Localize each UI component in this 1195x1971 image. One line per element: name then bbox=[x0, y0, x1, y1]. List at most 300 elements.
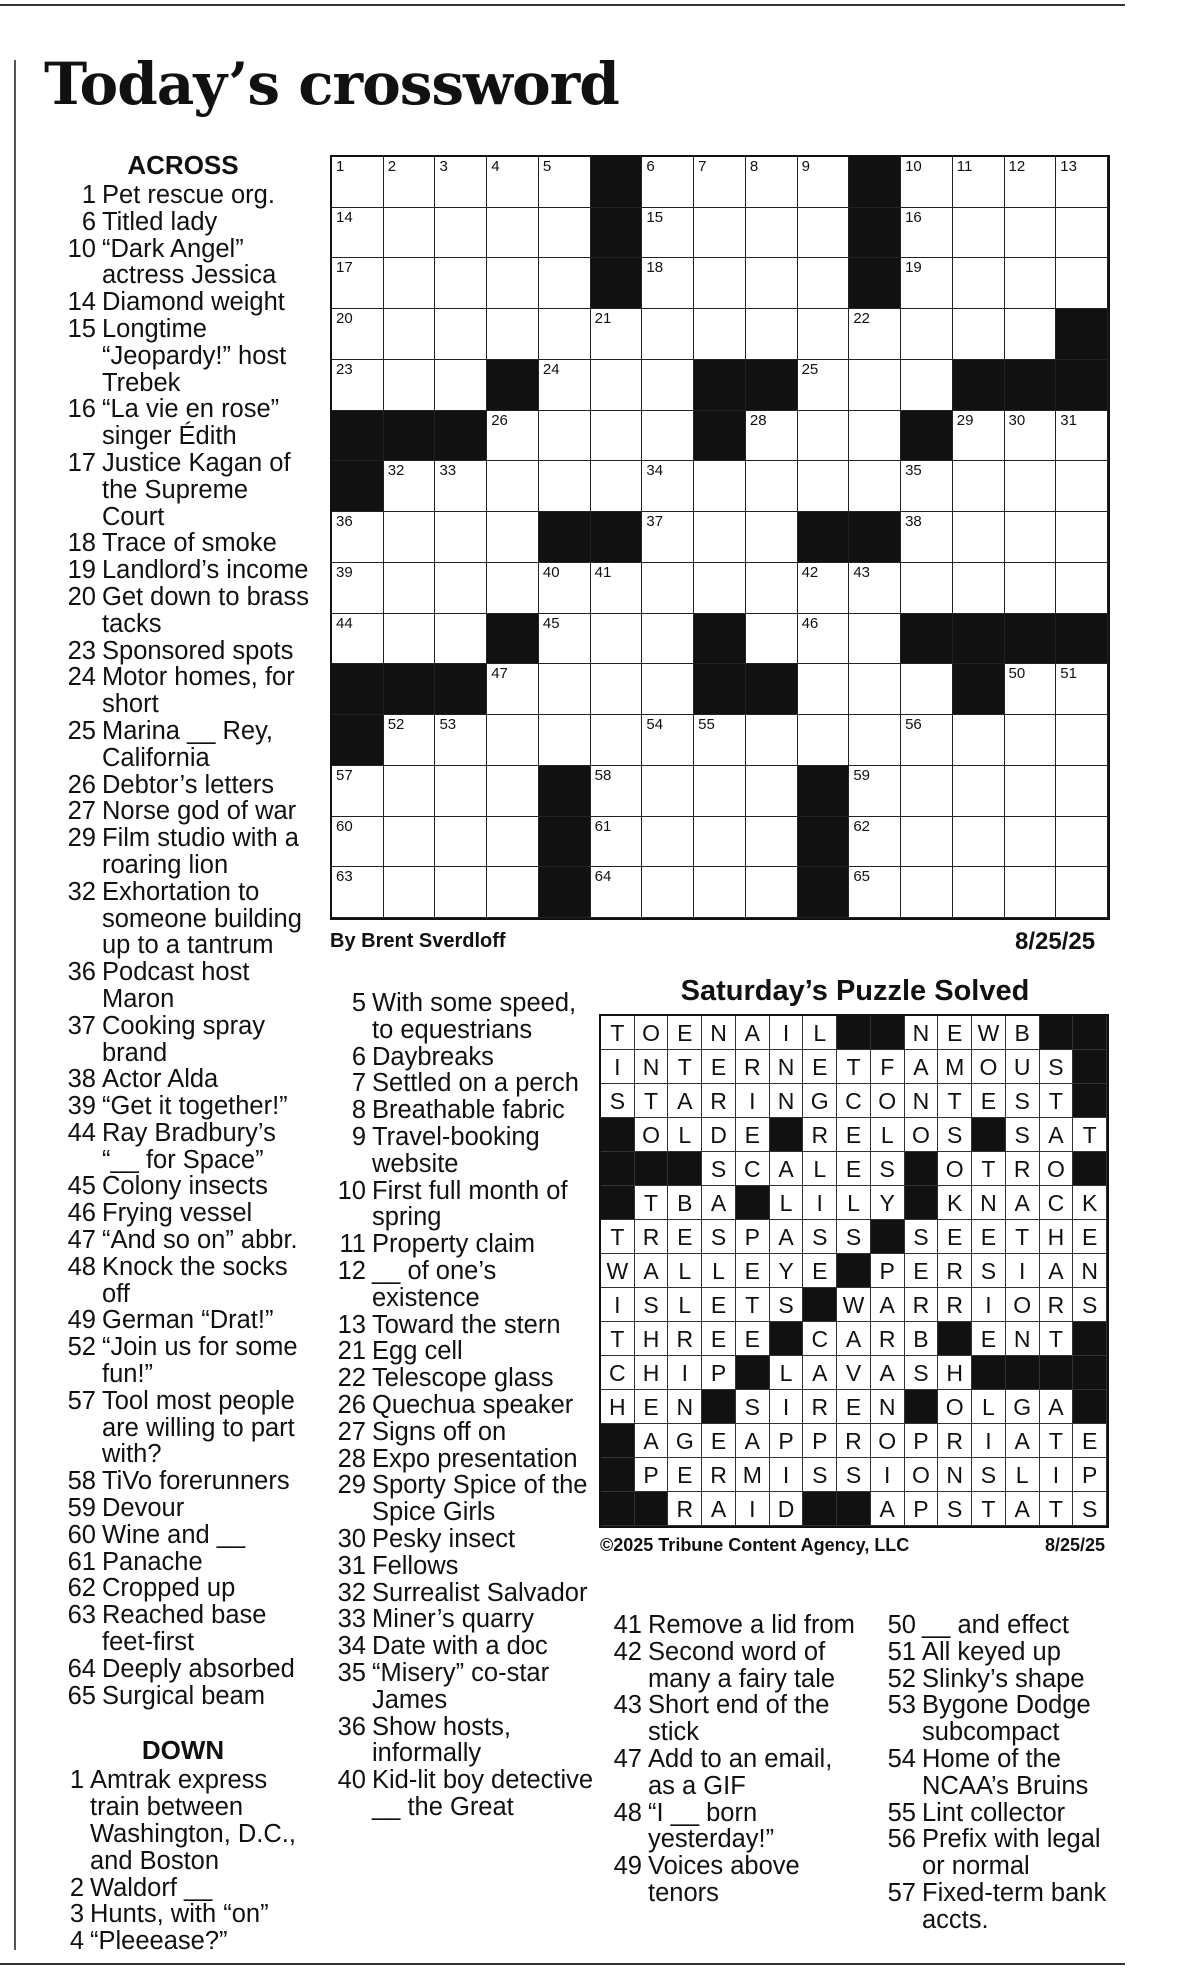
clue-down4-53[interactable] bbox=[880, 1692, 1120, 1746]
grid-cell[interactable] bbox=[694, 867, 746, 918]
grid-cell[interactable] bbox=[1056, 512, 1108, 563]
grid-cell[interactable] bbox=[798, 563, 850, 614]
grid-cell[interactable] bbox=[798, 157, 850, 208]
grid-cell[interactable] bbox=[332, 563, 384, 614]
black-square bbox=[539, 512, 591, 563]
grid-cell[interactable] bbox=[642, 157, 694, 208]
grid-cell[interactable] bbox=[1005, 867, 1057, 918]
clue-down2-27[interactable] bbox=[330, 1419, 600, 1446]
grid-cell[interactable] bbox=[384, 817, 436, 868]
clue-down2-11[interactable] bbox=[330, 1231, 600, 1258]
grid-cell[interactable] bbox=[1056, 461, 1108, 512]
grid-cell[interactable] bbox=[1056, 258, 1108, 309]
grid-cell[interactable] bbox=[384, 360, 436, 411]
grid-cell[interactable] bbox=[1005, 512, 1057, 563]
clue-across-60[interactable] bbox=[52, 1522, 314, 1549]
grid-cell[interactable] bbox=[642, 309, 694, 360]
clue-down2-21[interactable] bbox=[330, 1338, 600, 1365]
grid-cell[interactable] bbox=[642, 512, 694, 563]
clue-down4-54[interactable] bbox=[880, 1746, 1120, 1800]
grid-cell[interactable] bbox=[591, 461, 643, 512]
clue-across-18[interactable] bbox=[52, 530, 314, 557]
solution-letter: S bbox=[770, 1288, 804, 1322]
grid-cell[interactable] bbox=[901, 461, 953, 512]
clue-across-32[interactable] bbox=[52, 879, 314, 959]
clue-across-48[interactable] bbox=[52, 1254, 314, 1308]
grid-cell[interactable] bbox=[901, 664, 953, 715]
grid-cell[interactable] bbox=[1005, 411, 1057, 462]
grid-cell[interactable] bbox=[798, 309, 850, 360]
grid-cell[interactable] bbox=[384, 208, 436, 259]
grid-cell[interactable] bbox=[487, 411, 539, 462]
clue-down1-2[interactable] bbox=[52, 1875, 314, 1902]
grid-cell[interactable] bbox=[953, 461, 1005, 512]
clue-across-49[interactable] bbox=[52, 1307, 314, 1334]
grid-cell[interactable] bbox=[901, 157, 953, 208]
clue-down4-51[interactable] bbox=[880, 1639, 1120, 1666]
grid-cell[interactable] bbox=[642, 715, 694, 766]
grid-cell[interactable] bbox=[746, 563, 798, 614]
clue-down2-26[interactable] bbox=[330, 1392, 600, 1419]
solution-black-square bbox=[770, 1322, 804, 1356]
clue-across-16[interactable] bbox=[52, 396, 314, 450]
cell-number: 53 bbox=[439, 716, 457, 734]
solution-letter: A bbox=[770, 1152, 804, 1186]
grid-cell[interactable] bbox=[487, 157, 539, 208]
grid-cell[interactable] bbox=[953, 411, 1005, 462]
grid-cell[interactable] bbox=[694, 258, 746, 309]
clue-across-25[interactable] bbox=[52, 718, 314, 772]
clue-down4-55[interactable] bbox=[880, 1800, 1120, 1827]
clue-across-52[interactable] bbox=[52, 1334, 314, 1388]
clue-down1-4[interactable] bbox=[52, 1928, 314, 1955]
grid-cell[interactable] bbox=[332, 766, 384, 817]
clue-down2-32[interactable] bbox=[330, 1580, 600, 1607]
grid-cell[interactable] bbox=[746, 461, 798, 512]
clue-number: 30 bbox=[337, 1524, 366, 1553]
clue-across-15[interactable] bbox=[52, 316, 314, 396]
grid-cell[interactable] bbox=[591, 817, 643, 868]
cell-number: 47 bbox=[491, 665, 508, 683]
grid-cell[interactable] bbox=[487, 208, 539, 259]
clue-across-10[interactable] bbox=[52, 236, 314, 290]
clue-across-27[interactable] bbox=[52, 798, 314, 825]
grid-cell[interactable] bbox=[435, 867, 487, 918]
grid-cell[interactable] bbox=[487, 715, 539, 766]
grid-cell[interactable] bbox=[901, 309, 953, 360]
clue-down3-41[interactable] bbox=[606, 1612, 856, 1639]
grid-cell[interactable] bbox=[746, 766, 798, 817]
grid-cell[interactable] bbox=[901, 360, 953, 411]
clue-down2-7[interactable] bbox=[330, 1070, 600, 1097]
grid-cell[interactable] bbox=[798, 208, 850, 259]
grid-cell[interactable] bbox=[642, 208, 694, 259]
grid-cell[interactable] bbox=[539, 664, 591, 715]
grid-cell[interactable] bbox=[384, 258, 436, 309]
grid-cell[interactable] bbox=[435, 715, 487, 766]
clue-text: Lint collector bbox=[922, 1798, 1066, 1827]
grid-cell[interactable] bbox=[487, 817, 539, 868]
clue-across-6[interactable] bbox=[52, 209, 314, 236]
clue-down2-31[interactable] bbox=[330, 1553, 600, 1580]
clue-down1-1[interactable] bbox=[52, 1767, 314, 1874]
grid-cell[interactable] bbox=[384, 766, 436, 817]
grid-cell[interactable] bbox=[539, 563, 591, 614]
grid-cell[interactable] bbox=[435, 157, 487, 208]
grid-cell[interactable] bbox=[746, 208, 798, 259]
grid-cell[interactable] bbox=[539, 614, 591, 665]
grid-cell[interactable] bbox=[746, 512, 798, 563]
clue-across-29[interactable] bbox=[52, 825, 314, 879]
grid-cell[interactable] bbox=[487, 258, 539, 309]
grid-cell[interactable] bbox=[384, 563, 436, 614]
solution-letter: I bbox=[770, 1390, 804, 1424]
clue-down1-3[interactable] bbox=[52, 1901, 314, 1928]
clue-across-24[interactable] bbox=[52, 664, 314, 718]
grid-cell[interactable] bbox=[1056, 867, 1108, 918]
clue-text: Sporty Spice of the Spice Girls bbox=[372, 1471, 588, 1527]
clue-text: Longtime “Jeopardy!” host Trebek bbox=[102, 314, 287, 397]
grid-cell[interactable] bbox=[694, 461, 746, 512]
clue-number: 12 bbox=[337, 1256, 366, 1285]
grid-cell[interactable] bbox=[384, 309, 436, 360]
clue-down3-47[interactable] bbox=[606, 1746, 856, 1800]
grid-cell[interactable] bbox=[384, 157, 436, 208]
clue-across-63[interactable] bbox=[52, 1602, 314, 1656]
grid-cell[interactable] bbox=[1005, 208, 1057, 259]
grid-cell[interactable] bbox=[332, 614, 384, 665]
grid-cell[interactable] bbox=[953, 512, 1005, 563]
grid-cell[interactable] bbox=[1056, 563, 1108, 614]
clue-down2-5[interactable] bbox=[330, 990, 600, 1044]
grid-cell[interactable] bbox=[591, 614, 643, 665]
solution-letter: I bbox=[601, 1288, 635, 1322]
solution-letter: R bbox=[1006, 1152, 1040, 1186]
grid-cell[interactable] bbox=[1056, 157, 1108, 208]
solution-letter: O bbox=[905, 1118, 939, 1152]
grid-cell[interactable] bbox=[332, 867, 384, 918]
solution-letter: O bbox=[635, 1118, 669, 1152]
clue-across-39[interactable] bbox=[52, 1093, 314, 1120]
grid-cell[interactable] bbox=[798, 614, 850, 665]
grid-cell[interactable] bbox=[901, 563, 953, 614]
grid-cell[interactable] bbox=[901, 258, 953, 309]
clue-across-64[interactable] bbox=[52, 1656, 314, 1683]
clue-across-19[interactable] bbox=[52, 557, 314, 584]
clue-down2-12[interactable] bbox=[330, 1258, 600, 1312]
grid-cell[interactable] bbox=[332, 512, 384, 563]
grid-cell[interactable] bbox=[953, 817, 1005, 868]
clue-down2-34[interactable] bbox=[330, 1633, 600, 1660]
grid-cell[interactable] bbox=[487, 867, 539, 918]
cell-number: 52 bbox=[387, 716, 405, 734]
grid-cell[interactable] bbox=[849, 715, 901, 766]
grid-cell[interactable] bbox=[953, 715, 1005, 766]
grid-cell[interactable] bbox=[642, 664, 694, 715]
grid-cell[interactable] bbox=[746, 309, 798, 360]
grid-cell[interactable] bbox=[539, 157, 591, 208]
grid-cell[interactable] bbox=[798, 411, 850, 462]
grid-cell[interactable] bbox=[849, 411, 901, 462]
grid-cell[interactable] bbox=[953, 258, 1005, 309]
clue-text: Exhortation to someone building up to a tantrum bbox=[102, 877, 302, 960]
clue-across-36[interactable] bbox=[52, 959, 314, 1013]
grid-cell[interactable] bbox=[746, 715, 798, 766]
clue-down2-28[interactable] bbox=[330, 1446, 600, 1473]
cell-number: 55 bbox=[698, 716, 715, 734]
grid-cell[interactable] bbox=[694, 715, 746, 766]
grid-cell[interactable] bbox=[435, 614, 487, 665]
grid-cell[interactable] bbox=[1005, 817, 1057, 868]
grid-cell[interactable] bbox=[953, 309, 1005, 360]
clue-down2-10[interactable] bbox=[330, 1178, 600, 1232]
clue-number: 39 bbox=[67, 1092, 96, 1121]
grid-cell[interactable] bbox=[487, 461, 539, 512]
clue-across-57[interactable] bbox=[52, 1388, 314, 1468]
clue-down2-30[interactable] bbox=[330, 1526, 600, 1553]
grid-cell[interactable] bbox=[591, 309, 643, 360]
grid-cell[interactable] bbox=[435, 208, 487, 259]
grid-cell[interactable] bbox=[487, 766, 539, 817]
grid-cell[interactable] bbox=[539, 360, 591, 411]
grid-cell[interactable] bbox=[591, 766, 643, 817]
clue-down2-36[interactable] bbox=[330, 1714, 600, 1768]
clue-number: 60 bbox=[67, 1520, 96, 1549]
grid-cell[interactable] bbox=[1056, 817, 1108, 868]
grid-cell[interactable] bbox=[694, 766, 746, 817]
grid-cell[interactable] bbox=[901, 512, 953, 563]
grid-cell[interactable] bbox=[901, 208, 953, 259]
clue-down3-48[interactable] bbox=[606, 1800, 856, 1854]
clue-across-20[interactable] bbox=[52, 584, 314, 638]
grid-cell[interactable] bbox=[694, 512, 746, 563]
grid-cell[interactable] bbox=[539, 208, 591, 259]
clue-across-62[interactable] bbox=[52, 1575, 314, 1602]
grid-cell[interactable] bbox=[539, 461, 591, 512]
grid-cell[interactable] bbox=[901, 817, 953, 868]
grid-cell[interactable] bbox=[435, 512, 487, 563]
grid-cell[interactable] bbox=[849, 766, 901, 817]
grid-cell[interactable] bbox=[798, 715, 850, 766]
clue-down3-42[interactable] bbox=[606, 1639, 856, 1693]
clue-down3-49[interactable] bbox=[606, 1853, 856, 1907]
clue-down2-13[interactable] bbox=[330, 1312, 600, 1339]
solution-letter: S bbox=[1040, 1050, 1074, 1084]
solution-letter: A bbox=[871, 1288, 905, 1322]
clue-across-65[interactable] bbox=[52, 1683, 314, 1710]
grid-cell[interactable] bbox=[487, 664, 539, 715]
grid-cell[interactable] bbox=[642, 411, 694, 462]
grid-cell[interactable] bbox=[1056, 766, 1108, 817]
clue-across-23[interactable] bbox=[52, 638, 314, 665]
clue-text: Panache bbox=[102, 1547, 203, 1576]
grid-cell[interactable] bbox=[901, 766, 953, 817]
clue-down4-52[interactable] bbox=[880, 1666, 1120, 1693]
grid-cell[interactable] bbox=[694, 817, 746, 868]
clue-down2-22[interactable] bbox=[330, 1365, 600, 1392]
black-square bbox=[539, 766, 591, 817]
grid-cell[interactable] bbox=[901, 867, 953, 918]
grid-cell[interactable] bbox=[591, 411, 643, 462]
crossword-grid[interactable] bbox=[330, 155, 1110, 920]
grid-cell[interactable] bbox=[1005, 309, 1057, 360]
clue-across-1[interactable] bbox=[52, 182, 314, 209]
solution-black-square bbox=[1040, 1016, 1074, 1050]
clue-across-47[interactable] bbox=[52, 1227, 314, 1254]
grid-cell[interactable] bbox=[384, 867, 436, 918]
grid-cell[interactable] bbox=[1005, 563, 1057, 614]
grid-cell[interactable] bbox=[746, 157, 798, 208]
clue-across-61[interactable] bbox=[52, 1549, 314, 1576]
grid-cell[interactable] bbox=[798, 258, 850, 309]
clue-across-58[interactable] bbox=[52, 1468, 314, 1495]
clue-across-14[interactable] bbox=[52, 289, 314, 316]
cell-number: 41 bbox=[594, 563, 612, 581]
grid-cell[interactable] bbox=[1005, 461, 1057, 512]
solution-letter: T bbox=[668, 1050, 702, 1084]
clue-across-26[interactable] bbox=[52, 772, 314, 799]
clue-across-44[interactable] bbox=[52, 1120, 314, 1174]
clue-down2-29[interactable] bbox=[330, 1472, 600, 1526]
clue-down4-57[interactable] bbox=[880, 1880, 1120, 1934]
grid-cell[interactable] bbox=[642, 563, 694, 614]
grid-cell[interactable] bbox=[1005, 157, 1057, 208]
grid-cell[interactable] bbox=[953, 563, 1005, 614]
grid-cell[interactable] bbox=[384, 512, 436, 563]
grid-cell[interactable] bbox=[694, 157, 746, 208]
grid-cell[interactable] bbox=[642, 461, 694, 512]
grid-cell[interactable] bbox=[642, 258, 694, 309]
grid-cell[interactable] bbox=[332, 817, 384, 868]
clue-down2-40[interactable] bbox=[330, 1767, 600, 1821]
grid-cell[interactable] bbox=[1056, 664, 1108, 715]
clue-down2-8[interactable] bbox=[330, 1097, 600, 1124]
grid-cell[interactable] bbox=[591, 360, 643, 411]
grid-cell[interactable] bbox=[953, 208, 1005, 259]
clue-down2-35[interactable] bbox=[330, 1660, 600, 1714]
clue-text: Slinky’s shape bbox=[922, 1664, 1085, 1693]
grid-cell[interactable] bbox=[332, 360, 384, 411]
clue-text: Get down to brass tacks bbox=[102, 582, 309, 638]
grid-cell[interactable] bbox=[694, 563, 746, 614]
clue-across-46[interactable] bbox=[52, 1200, 314, 1227]
grid-cell[interactable] bbox=[591, 867, 643, 918]
clue-down4-56[interactable] bbox=[880, 1826, 1120, 1880]
grid-cell[interactable] bbox=[1056, 715, 1108, 766]
grid-cell[interactable] bbox=[487, 563, 539, 614]
clue-number: 7 bbox=[351, 1069, 366, 1098]
grid-cell[interactable] bbox=[746, 817, 798, 868]
solution-letter: A bbox=[871, 1492, 905, 1526]
grid-cell[interactable] bbox=[332, 258, 384, 309]
clue-across-37[interactable] bbox=[52, 1013, 314, 1067]
black-square bbox=[849, 157, 901, 208]
grid-cell[interactable] bbox=[539, 411, 591, 462]
clue-across-38[interactable] bbox=[52, 1066, 314, 1093]
grid-cell[interactable] bbox=[1056, 208, 1108, 259]
grid-cell[interactable] bbox=[1005, 258, 1057, 309]
grid-cell[interactable] bbox=[849, 664, 901, 715]
grid-cell[interactable] bbox=[332, 157, 384, 208]
grid-cell[interactable] bbox=[849, 461, 901, 512]
clue-number: 32 bbox=[67, 877, 96, 906]
grid-cell[interactable] bbox=[1005, 715, 1057, 766]
grid-cell[interactable] bbox=[435, 461, 487, 512]
grid-cell[interactable] bbox=[953, 766, 1005, 817]
grid-cell[interactable] bbox=[746, 614, 798, 665]
clue-down3-43[interactable] bbox=[606, 1692, 856, 1746]
grid-cell[interactable] bbox=[849, 817, 901, 868]
grid-cell[interactable] bbox=[642, 766, 694, 817]
grid-cell[interactable] bbox=[539, 258, 591, 309]
grid-cell[interactable] bbox=[849, 614, 901, 665]
grid-cell[interactable] bbox=[435, 360, 487, 411]
cell-number: 34 bbox=[646, 462, 664, 480]
clue-down2-9[interactable] bbox=[330, 1124, 600, 1178]
grid-cell[interactable] bbox=[849, 309, 901, 360]
grid-cell[interactable] bbox=[798, 664, 850, 715]
grid-cell[interactable] bbox=[746, 258, 798, 309]
grid-cell[interactable] bbox=[539, 715, 591, 766]
clue-across-17[interactable] bbox=[52, 450, 314, 530]
grid-cell[interactable] bbox=[332, 309, 384, 360]
grid-cell[interactable] bbox=[849, 360, 901, 411]
clue-down4-50[interactable] bbox=[880, 1612, 1120, 1639]
clue-down2-6[interactable] bbox=[330, 1044, 600, 1071]
grid-cell[interactable] bbox=[746, 411, 798, 462]
grid-cell[interactable] bbox=[849, 563, 901, 614]
grid-cell[interactable] bbox=[435, 258, 487, 309]
grid-cell[interactable] bbox=[591, 715, 643, 766]
grid-cell[interactable] bbox=[1005, 766, 1057, 817]
grid-cell[interactable] bbox=[1056, 411, 1108, 462]
grid-cell[interactable] bbox=[435, 309, 487, 360]
grid-cell[interactable] bbox=[487, 309, 539, 360]
grid-cell[interactable] bbox=[953, 867, 1005, 918]
grid-cell[interactable] bbox=[953, 157, 1005, 208]
grid-cell[interactable] bbox=[591, 563, 643, 614]
grid-cell[interactable] bbox=[487, 512, 539, 563]
clue-across-45[interactable] bbox=[52, 1173, 314, 1200]
grid-cell[interactable] bbox=[746, 867, 798, 918]
grid-cell[interactable] bbox=[384, 614, 436, 665]
grid-cell[interactable] bbox=[435, 766, 487, 817]
clue-down2-33[interactable] bbox=[330, 1606, 600, 1633]
clue-across-59[interactable] bbox=[52, 1495, 314, 1522]
grid-cell[interactable] bbox=[798, 360, 850, 411]
grid-cell[interactable] bbox=[642, 817, 694, 868]
grid-cell[interactable] bbox=[539, 309, 591, 360]
solution-letter: R bbox=[837, 1424, 871, 1458]
grid-cell[interactable] bbox=[642, 614, 694, 665]
solution-letter: M bbox=[736, 1458, 770, 1492]
grid-cell[interactable] bbox=[1005, 664, 1057, 715]
grid-cell[interactable] bbox=[642, 360, 694, 411]
clue-text: Motor homes, for short bbox=[102, 663, 295, 719]
grid-cell[interactable] bbox=[435, 817, 487, 868]
grid-cell[interactable] bbox=[642, 867, 694, 918]
grid-cell[interactable] bbox=[849, 867, 901, 918]
grid-cell[interactable] bbox=[384, 461, 436, 512]
grid-cell[interactable] bbox=[384, 715, 436, 766]
grid-cell[interactable] bbox=[901, 715, 953, 766]
grid-cell[interactable] bbox=[694, 208, 746, 259]
grid-cell[interactable] bbox=[332, 208, 384, 259]
grid-cell[interactable] bbox=[591, 664, 643, 715]
grid-cell[interactable] bbox=[694, 309, 746, 360]
grid-cell[interactable] bbox=[435, 563, 487, 614]
grid-cell[interactable] bbox=[798, 461, 850, 512]
